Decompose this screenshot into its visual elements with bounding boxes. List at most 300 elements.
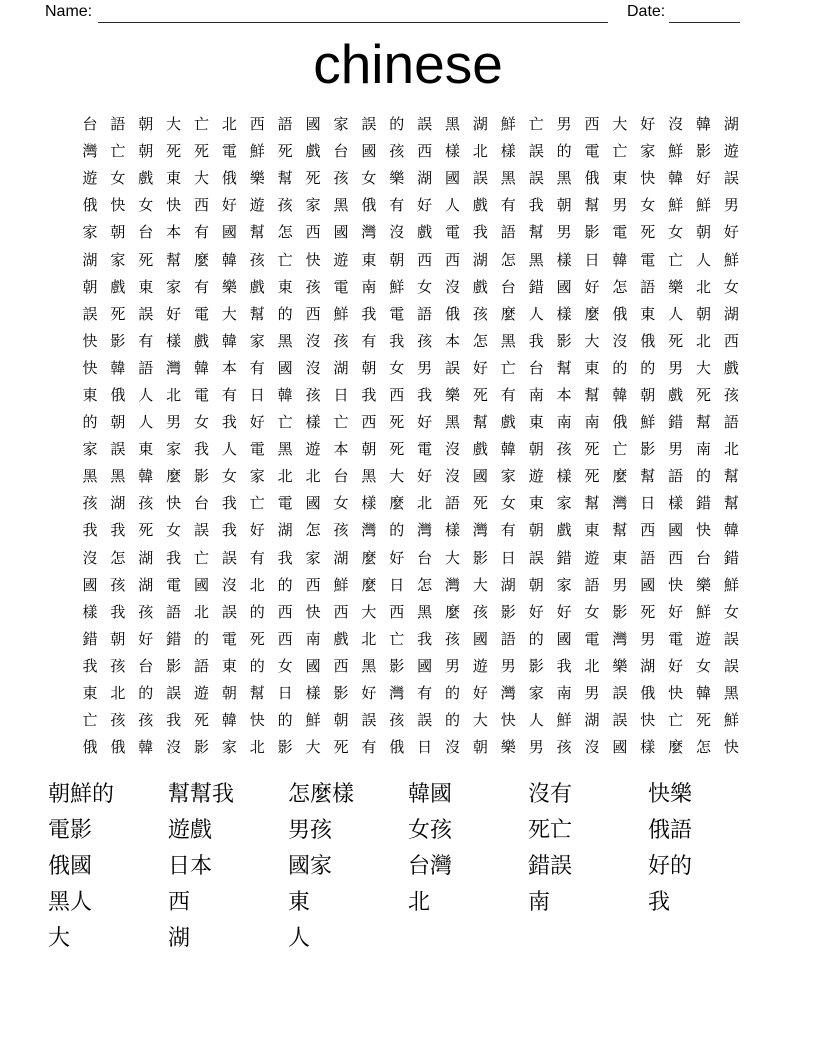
- word-list-item: 男孩: [288, 817, 333, 842]
- grid-cell: 朝: [472, 739, 488, 757]
- grid-cell: 西: [445, 251, 461, 269]
- grid-cell: 亡: [194, 549, 210, 567]
- grid-cell: 黑: [361, 468, 377, 486]
- grid-cell: 黑: [445, 414, 461, 432]
- grid-cell: 日: [249, 386, 265, 404]
- grid-cell: 東: [82, 386, 98, 404]
- grid-cell: 鮮: [333, 305, 349, 323]
- grid-cell: 鮮: [723, 712, 739, 730]
- grid-cell: 的: [696, 468, 712, 486]
- grid-cell: 家: [249, 468, 265, 486]
- word-list-item: 怎麼樣: [288, 781, 355, 806]
- grid-cell: 家: [110, 251, 126, 269]
- grid-cell: 韓: [138, 739, 154, 757]
- grid-cell: 電: [584, 630, 600, 648]
- grid-cell: 好: [556, 603, 572, 621]
- grid-cell: 日: [500, 549, 516, 567]
- grid-cell: 東: [612, 549, 628, 567]
- grid-cell: 灣: [361, 224, 377, 242]
- grid-cell: 幫: [249, 224, 265, 242]
- grid-cell: 遊: [333, 251, 349, 269]
- grid-cell: 湖: [500, 576, 516, 594]
- grid-cell: 死: [194, 143, 210, 161]
- grid-cell: 死: [166, 143, 182, 161]
- grid-cell: 南: [584, 414, 600, 432]
- grid-cell: 亡: [110, 143, 126, 161]
- grid-cell: 錯: [166, 630, 182, 648]
- grid-cell: 台: [82, 116, 98, 134]
- grid-cell: 湖: [82, 251, 98, 269]
- grid-cell: 韓: [500, 441, 516, 459]
- grid-cell: 孩: [472, 603, 488, 621]
- word-list-column: [528, 776, 648, 956]
- grid-cell: 孩: [110, 657, 126, 675]
- grid-cell: 亡: [668, 251, 684, 269]
- grid-cell: 韓: [612, 251, 628, 269]
- grid-cell: 鮮: [389, 278, 405, 296]
- word-list-item: 快樂: [648, 781, 693, 806]
- grid-cell: 亡: [500, 359, 516, 377]
- grid-cell: 北: [166, 386, 182, 404]
- grid-cell: 有: [389, 197, 405, 215]
- grid-cell: 本: [556, 386, 572, 404]
- grid-cell: 沒: [584, 739, 600, 757]
- grid-cell: 誤: [445, 359, 461, 377]
- grid-cell: 快: [166, 495, 182, 513]
- grid-cell: 亡: [194, 116, 210, 134]
- grid-cell: 鮮: [556, 712, 572, 730]
- grid-cell: 電: [640, 251, 656, 269]
- grid-cell: 本: [333, 441, 349, 459]
- grid-cell: 死: [138, 251, 154, 269]
- grid-cell: 黑: [361, 657, 377, 675]
- grid-cell: 好: [361, 685, 377, 703]
- grid-cell: 誤: [417, 712, 433, 730]
- grid-cell: 語: [194, 657, 210, 675]
- grid-cell: 西: [389, 603, 405, 621]
- grid-cell: 戲: [138, 170, 154, 188]
- word-list-column: [648, 776, 768, 956]
- grid-cell: 人: [138, 386, 154, 404]
- word-list-item: 死亡: [528, 817, 573, 842]
- grid-cell: 電: [668, 630, 684, 648]
- grid-cell: 電: [166, 576, 182, 594]
- grid-cell: 麼: [194, 251, 210, 269]
- grid-cell: 北: [194, 603, 210, 621]
- grid-cell: 國: [361, 143, 377, 161]
- grid-cell: 西: [668, 549, 684, 567]
- grid-cell: 女: [221, 468, 237, 486]
- grid-cell: 語: [445, 495, 461, 513]
- grid-cell: 沒: [305, 332, 321, 350]
- grid-cell: 快: [82, 332, 98, 350]
- grid-cell: 孩: [472, 305, 488, 323]
- grid-cell: 俄: [584, 170, 600, 188]
- grid-cell: 影: [333, 685, 349, 703]
- grid-cell: 鮮: [668, 143, 684, 161]
- grid-cell: 俄: [640, 685, 656, 703]
- grid-cell: 戲: [305, 143, 321, 161]
- grid-cell: 好: [166, 305, 182, 323]
- grid-cell: 台: [696, 549, 712, 567]
- grid-cell: 遊: [472, 657, 488, 675]
- word-list-item: 南: [528, 889, 551, 914]
- grid-cell: 我: [528, 332, 544, 350]
- grid-cell: 怎: [417, 576, 433, 594]
- grid-cell: 好: [472, 359, 488, 377]
- grid-cell: 電: [333, 278, 349, 296]
- date-label: Date:: [627, 3, 666, 20]
- grid-cell: 亡: [82, 712, 98, 730]
- grid-cell: 灣: [82, 143, 98, 161]
- grid-cell: 的: [445, 712, 461, 730]
- grid-cell: 麼: [612, 468, 628, 486]
- grid-cell: 東: [138, 278, 154, 296]
- grid-cell: 北: [249, 739, 265, 757]
- grid-cell: 大: [221, 305, 237, 323]
- grid-cell: 韓: [221, 251, 237, 269]
- grid-cell: 戲: [194, 332, 210, 350]
- grid-cell: 誤: [138, 305, 154, 323]
- grid-cell: 孩: [110, 576, 126, 594]
- grid-cell: 韓: [221, 712, 237, 730]
- grid-cell: 快: [723, 739, 739, 757]
- grid-cell: 灣: [417, 522, 433, 540]
- grid-cell: 湖: [584, 712, 600, 730]
- grid-cell: 人: [528, 305, 544, 323]
- grid-cell: 影: [194, 468, 210, 486]
- grid-cell: 影: [277, 739, 293, 757]
- grid-cell: 誤: [82, 305, 98, 323]
- word-list-item: 大: [48, 925, 71, 950]
- grid-cell: 死: [584, 468, 600, 486]
- grid-cell: 我: [110, 603, 126, 621]
- grid-cell: 遊: [249, 197, 265, 215]
- grid-cell: 死: [305, 170, 321, 188]
- grid-cell: 朝: [696, 224, 712, 242]
- grid-cell: 朝: [556, 197, 572, 215]
- grid-cell: 南: [361, 278, 377, 296]
- grid-cell: 北: [361, 630, 377, 648]
- grid-cell: 樂: [221, 278, 237, 296]
- grid-cell: 遊: [723, 143, 739, 161]
- grid-cell: 我: [277, 549, 293, 567]
- grid-cell: 樣: [445, 522, 461, 540]
- grid-cell: 家: [556, 495, 572, 513]
- grid-cell: 北: [696, 278, 712, 296]
- grid-cell: 麼: [361, 549, 377, 567]
- grid-cell: 孩: [305, 278, 321, 296]
- word-list-item: 黑人: [48, 889, 93, 914]
- grid-cell: 幫: [696, 414, 712, 432]
- word-search-grid: [76, 111, 745, 761]
- word-list-item: 北: [408, 889, 431, 914]
- grid-cell: 我: [472, 224, 488, 242]
- grid-cell: 北: [221, 116, 237, 134]
- grid-cell: 黑: [500, 170, 516, 188]
- grid-cell: 湖: [723, 116, 739, 134]
- grid-cell: 鮮: [696, 603, 712, 621]
- grid-cell: 東: [138, 441, 154, 459]
- grid-cell: 的: [249, 657, 265, 675]
- grid-cell: 有: [194, 224, 210, 242]
- grid-cell: 電: [194, 386, 210, 404]
- grid-cell: 孩: [249, 251, 265, 269]
- grid-cell: 的: [249, 603, 265, 621]
- grid-cell: 女: [417, 278, 433, 296]
- grid-cell: 好: [528, 603, 544, 621]
- grid-cell: 誤: [612, 712, 628, 730]
- grid-cell: 我: [221, 414, 237, 432]
- grid-cell: 快: [166, 197, 182, 215]
- word-list-item: 湖: [168, 925, 191, 950]
- grid-cell: 男: [584, 685, 600, 703]
- grid-cell: 人: [696, 251, 712, 269]
- grid-cell: 西: [249, 116, 265, 134]
- word-list-item: 幫幫我: [168, 781, 235, 806]
- word-list-column: [48, 776, 168, 956]
- grid-cell: 影: [166, 657, 182, 675]
- grid-cell: 西: [333, 657, 349, 675]
- grid-cell: 怎: [472, 332, 488, 350]
- grid-cell: 誤: [221, 549, 237, 567]
- grid-cell: 俄: [640, 332, 656, 350]
- grid-cell: 西: [389, 386, 405, 404]
- grid-cell: 樂: [500, 739, 516, 757]
- grid-cell: 遊: [528, 468, 544, 486]
- grid-cell: 男: [166, 414, 182, 432]
- grid-cell: 誤: [723, 630, 739, 648]
- grid-cell: 快: [640, 170, 656, 188]
- grid-cell: 死: [472, 495, 488, 513]
- grid-cell: 女: [361, 170, 377, 188]
- grid-cell: 灣: [612, 630, 628, 648]
- grid-cell: 西: [305, 576, 321, 594]
- grid-cell: 台: [138, 224, 154, 242]
- grid-cell: 女: [194, 414, 210, 432]
- grid-cell: 好: [249, 522, 265, 540]
- date-blank-line: [669, 22, 740, 23]
- grid-cell: 人: [528, 712, 544, 730]
- grid-cell: 日: [584, 251, 600, 269]
- grid-cell: 幫: [612, 522, 628, 540]
- grid-cell: 死: [277, 143, 293, 161]
- grid-cell: 樣: [640, 739, 656, 757]
- grid-cell: 孩: [138, 712, 154, 730]
- grid-cell: 東: [528, 495, 544, 513]
- grid-cell: 鮮: [640, 414, 656, 432]
- grid-cell: 幫: [249, 685, 265, 703]
- grid-cell: 的: [612, 359, 628, 377]
- grid-cell: 好: [668, 657, 684, 675]
- grid-cell: 快: [500, 712, 516, 730]
- grid-cell: 國: [472, 468, 488, 486]
- grid-cell: 快: [249, 712, 265, 730]
- grid-cell: 樣: [556, 251, 572, 269]
- grid-cell: 亡: [277, 251, 293, 269]
- grid-cell: 西: [640, 522, 656, 540]
- grid-cell: 北: [417, 495, 433, 513]
- grid-cell: 女: [500, 495, 516, 513]
- grid-cell: 黑: [110, 468, 126, 486]
- grid-cell: 怎: [277, 224, 293, 242]
- grid-cell: 樂: [445, 386, 461, 404]
- grid-cell: 朝: [528, 522, 544, 540]
- grid-cell: 西: [333, 603, 349, 621]
- word-list-column: [408, 776, 528, 956]
- grid-cell: 俄: [110, 386, 126, 404]
- grid-cell: 朝: [82, 278, 98, 296]
- word-list-column: [288, 776, 408, 956]
- grid-cell: 語: [417, 305, 433, 323]
- grid-cell: 灣: [500, 685, 516, 703]
- grid-cell: 黑: [528, 251, 544, 269]
- grid-cell: 我: [166, 549, 182, 567]
- grid-cell: 國: [277, 359, 293, 377]
- grid-cell: 西: [723, 332, 739, 350]
- grid-cell: 東: [166, 170, 182, 188]
- grid-cell: 鮮: [696, 197, 712, 215]
- grid-cell: 俄: [82, 197, 98, 215]
- grid-cell: 灣: [389, 685, 405, 703]
- grid-cell: 國: [305, 657, 321, 675]
- grid-cell: 女: [723, 603, 739, 621]
- grid-cell: 遊: [305, 441, 321, 459]
- grid-cell: 的: [194, 630, 210, 648]
- grid-cell: 死: [668, 332, 684, 350]
- grid-cell: 日: [417, 739, 433, 757]
- word-list-item: 電影: [48, 817, 93, 842]
- grid-cell: 亡: [277, 414, 293, 432]
- grid-cell: 影: [110, 332, 126, 350]
- word-list-item: 韓國: [408, 781, 453, 806]
- grid-cell: 樣: [556, 468, 572, 486]
- grid-cell: 家: [82, 441, 98, 459]
- grid-cell: 好: [640, 116, 656, 134]
- puzzle-title: chinese: [313, 33, 503, 95]
- grid-cell: 韓: [668, 170, 684, 188]
- grid-cell: 台: [333, 468, 349, 486]
- grid-cell: 國: [305, 116, 321, 134]
- grid-cell: 誤: [361, 116, 377, 134]
- grid-cell: 亡: [389, 630, 405, 648]
- grid-cell: 好: [668, 603, 684, 621]
- grid-cell: 有: [361, 332, 377, 350]
- grid-cell: 樣: [361, 495, 377, 513]
- grid-cell: 幫: [584, 495, 600, 513]
- grid-cell: 沒: [445, 441, 461, 459]
- grid-cell: 西: [277, 630, 293, 648]
- grid-cell: 南: [556, 685, 572, 703]
- grid-cell: 語: [723, 414, 739, 432]
- grid-cell: 我: [361, 305, 377, 323]
- grid-cell: 西: [417, 143, 433, 161]
- word-list-item: 日本: [168, 853, 213, 878]
- grid-cell: 國: [82, 576, 98, 594]
- grid-cell: 戲: [500, 414, 516, 432]
- grid-cell: 東: [528, 414, 544, 432]
- grid-cell: 日: [640, 495, 656, 513]
- word-list-item: 好的: [648, 853, 693, 878]
- grid-cell: 麼: [668, 739, 684, 757]
- grid-cell: 女: [640, 197, 656, 215]
- grid-cell: 有: [194, 278, 210, 296]
- name-blank-line: [98, 22, 608, 23]
- grid-cell: 韓: [696, 685, 712, 703]
- grid-cell: 錯: [723, 549, 739, 567]
- grid-cell: 朝: [528, 441, 544, 459]
- grid-cell: 死: [389, 441, 405, 459]
- grid-cell: 黑: [500, 332, 516, 350]
- grid-cell: 黑: [277, 441, 293, 459]
- grid-cell: 家: [528, 685, 544, 703]
- grid-cell: 西: [277, 603, 293, 621]
- grid-cell: 快: [305, 251, 321, 269]
- grid-cell: 影: [556, 332, 572, 350]
- grid-cell: 我: [417, 386, 433, 404]
- grid-cell: 大: [361, 603, 377, 621]
- grid-cell: 誤: [194, 522, 210, 540]
- grid-cell: 影: [696, 143, 712, 161]
- grid-cell: 亡: [612, 143, 628, 161]
- grid-cell: 語: [138, 359, 154, 377]
- grid-cell: 沒: [445, 468, 461, 486]
- grid-cell: 死: [389, 414, 405, 432]
- grid-cell: 語: [500, 630, 516, 648]
- grid-cell: 有: [249, 549, 265, 567]
- grid-cell: 沒: [305, 359, 321, 377]
- grid-cell: 大: [472, 576, 488, 594]
- grid-cell: 快: [305, 603, 321, 621]
- word-list-item: 俄語: [648, 817, 693, 842]
- grid-cell: 影: [640, 441, 656, 459]
- grid-cell: 怎: [612, 278, 628, 296]
- grid-cell: 遊: [194, 685, 210, 703]
- grid-cell: 好: [389, 549, 405, 567]
- grid-cell: 戲: [472, 441, 488, 459]
- grid-cell: 戲: [110, 278, 126, 296]
- grid-cell: 大: [166, 116, 182, 134]
- grid-cell: 湖: [417, 170, 433, 188]
- grid-cell: 語: [584, 576, 600, 594]
- grid-cell: 國: [445, 170, 461, 188]
- grid-cell: 有: [221, 386, 237, 404]
- grid-cell: 台: [333, 143, 349, 161]
- grid-cell: 台: [528, 359, 544, 377]
- grid-cell: 沒: [166, 739, 182, 757]
- grid-cell: 女: [138, 197, 154, 215]
- grid-cell: 孩: [556, 441, 572, 459]
- grid-cell: 朝: [138, 116, 154, 134]
- grid-cell: 好: [417, 414, 433, 432]
- grid-cell: 南: [528, 386, 544, 404]
- grid-cell: 死: [333, 739, 349, 757]
- grid-cell: 孩: [333, 522, 349, 540]
- grid-cell: 我: [361, 386, 377, 404]
- grid-cell: 家: [166, 441, 182, 459]
- grid-cell: 家: [500, 468, 516, 486]
- grid-cell: 本: [166, 224, 182, 242]
- grid-cell: 南: [556, 414, 572, 432]
- grid-cell: 女: [110, 170, 126, 188]
- grid-cell: 電: [584, 143, 600, 161]
- grid-cell: 男: [612, 576, 628, 594]
- grid-cell: 北: [723, 441, 739, 459]
- grid-cell: 誤: [417, 116, 433, 134]
- grid-cell: 家: [305, 197, 321, 215]
- grid-cell: 孩: [333, 332, 349, 350]
- grid-cell: 黑: [723, 685, 739, 703]
